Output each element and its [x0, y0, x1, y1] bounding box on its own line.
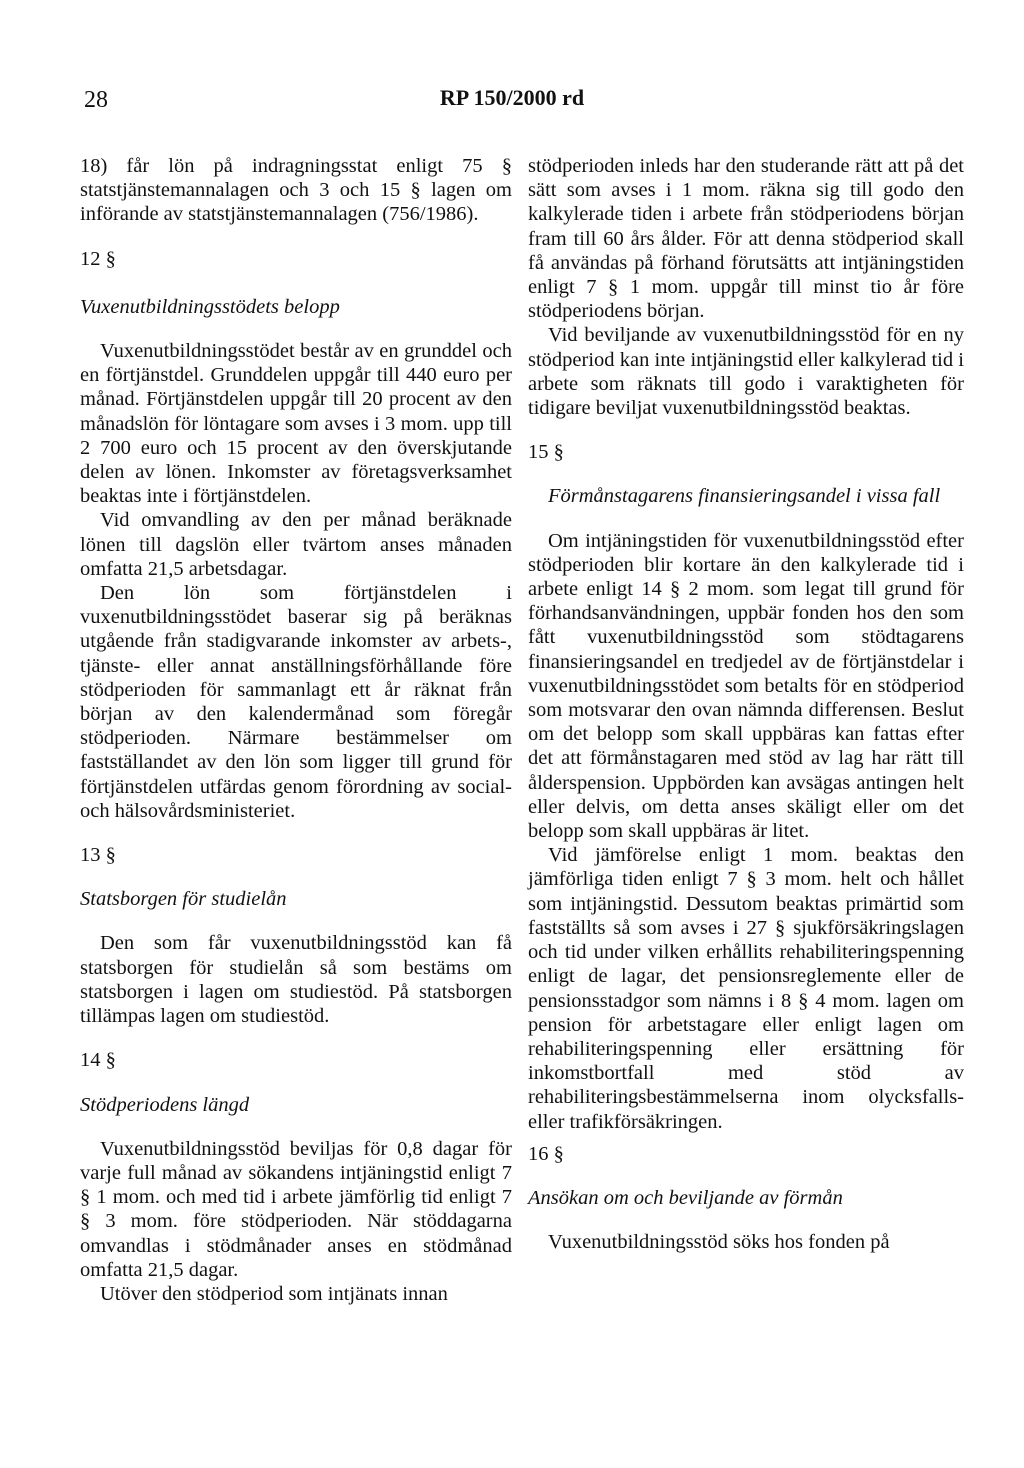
- section-15-paragraph-1: Om intjäningstiden för vuxenutbildningsstöd efter stödperioden blir kortare än den kalkylerade tid i arbete enligt 14 § 2 mom. som legat till grund för förhandsanvändningen, uppbär fonden hos den som fått vuxenutbildningsstöd som stödtagarens finansieringsandel en tredjedel av de förtjänstdelar i vuxenutbildningsstödet som betalts för en stödperiod som motsvarar den ovan nämnda differensen. Beslut om det belopp som skall uppbäras kan fattas efter det att förmånstagaren med stöd av lag har rätt till ålderspension. Uppbörden kan avsägas antingen helt eller delvis, om detta anses skäligt eller om det belopp som skall uppbäras är litet.: [528, 529, 964, 843]
- section-13-number: 13 §: [80, 844, 116, 867]
- section-12-paragraph-1: Vuxenutbildningsstödet består av en grunddel och en förtjänstdel. Grunddelen uppgår till 440 euro per månad. Förtjänstdelen uppgår till 20 procent av den månadslön för löntagare som avses i 3 mom. upp till 2 700 euro och 15 procent av den överskjutande delen av lönen. Inkomster av företagsverksamhet beaktas inte i förtjänstdelen.: [80, 340, 512, 508]
- paragraph-continued: stödperioden inleds har den studerande rätt att på det sätt som avses i 1 mom. räkna sig till godo den kalkylerade tiden i arbete från stödperiodens början fram till 60 års ålder. För att denna stödperiod skall få användas på förhand förutsätts att intjäningstiden enligt 7 § 1 mom. uppgår till minst tio år före stödperiodens början.: [528, 155, 964, 323]
- section-15-number: 15 §: [528, 441, 564, 464]
- document-id-header: RP 150/2000 rd: [439, 85, 585, 110]
- section-16-number: 16 §: [528, 1142, 564, 1165]
- page-number: 28: [84, 87, 108, 113]
- section-15-paragraph-2: Vid jämförelse enligt 1 mom. beaktas den jämförliga tiden enligt 7 § 3 mom. helt och hållet som intjäningstid. Dessutom beaktas primärtid som fastställts så som avses i 27 § sjukförsäkringslagen och tid under vilken erhållits rehabiliteringspenning enligt de lagar, det pensionsreglemente eller de pensionsstadgor som nämns i 8 § 4 mom. lagen om pension för arbetstagare eller enligt lagen om rehabiliteringspenning eller ersättning för inkomstbortfall med stöd av rehabiliteringsbestämmelserna inom olycksfalls- eller trafikförsäkringen.: [528, 844, 964, 1133]
- section-12-paragraph-2: Vid omvandling av den per månad beräknade lönen till dagslön eller tvärtom anses månaden omfatta 21,5 arbetsdagar.: [80, 509, 512, 580]
- section-12-paragraph-3: Den lön som förtjänstdelen i vuxenutbildningsstödet baserar sig på beräknas utgående från stadigvarande inkomster av arbets-, tjänste- eller annat anställningsförhållande före stödperioden för sammanlagt ett år räknat från början av den kalendermånad som föregår stödperioden. Närmare bestämmelser om fastställandet av den lön som ligger till grund för förtjänstdelen utfärdas genom förordning av social- och hälsovårdsministeriet.: [80, 582, 512, 822]
- section-14-paragraph-2: Utöver den stödperiod som intjänats innan: [100, 1282, 448, 1305]
- paragraph-intro: 18) får lön på indragningsstat enligt 75 § statstjänstemannalagen och 3 och 15 § lagen om införande av statstjänstemannalagen (756/1986).: [80, 155, 512, 226]
- section-16-paragraph-1: Vuxenutbildningsstöd söks hos fonden på: [548, 1231, 890, 1254]
- section-15-heading: Förmånstagarens finansieringsandel i vissa fall: [548, 485, 941, 508]
- section-14-number: 14 §: [80, 1049, 116, 1072]
- paragraph-continued-2: Vid beviljande av vuxenutbildningsstöd för en ny stödperiod kan inte intjäningstid eller kalkylerad tid i arbete som räknats till godo i varaktigheten för tidigare beviljat vuxenutbildningsstöd beaktas.: [528, 324, 964, 420]
- section-16-heading: Ansökan om och beviljande av förmån: [528, 1186, 843, 1209]
- right-column: [528, 154, 964, 1254]
- section-12-number: 12 §: [80, 247, 116, 270]
- section-13-paragraph-1: Den som får vuxenutbildningsstöd kan få statsborgen för studielån så som bestäms om statsborgen i lagen om studiestöd. På statsborgen tillämpas lagen om studiestöd.: [80, 932, 512, 1028]
- section-14-heading: Stödperiodens längd: [80, 1093, 250, 1116]
- section-13-heading: Statsborgen för studielån: [80, 888, 287, 911]
- section-14-paragraph-1: Vuxenutbildningsstöd beviljas för 0,8 dagar för varje full månad av sökandens intjäningstid enligt 7 § 1 mom. och med tid i arbete jämförlig tid enligt 7 § 3 mom. före stödperioden. När stöddagarna omvandlas i stödmånader anses en stödmånad omfatta 21,5 dagar.: [80, 1137, 512, 1281]
- left-column: [80, 154, 512, 1306]
- section-12-heading: Vuxenutbildningsstödets belopp: [80, 295, 340, 318]
